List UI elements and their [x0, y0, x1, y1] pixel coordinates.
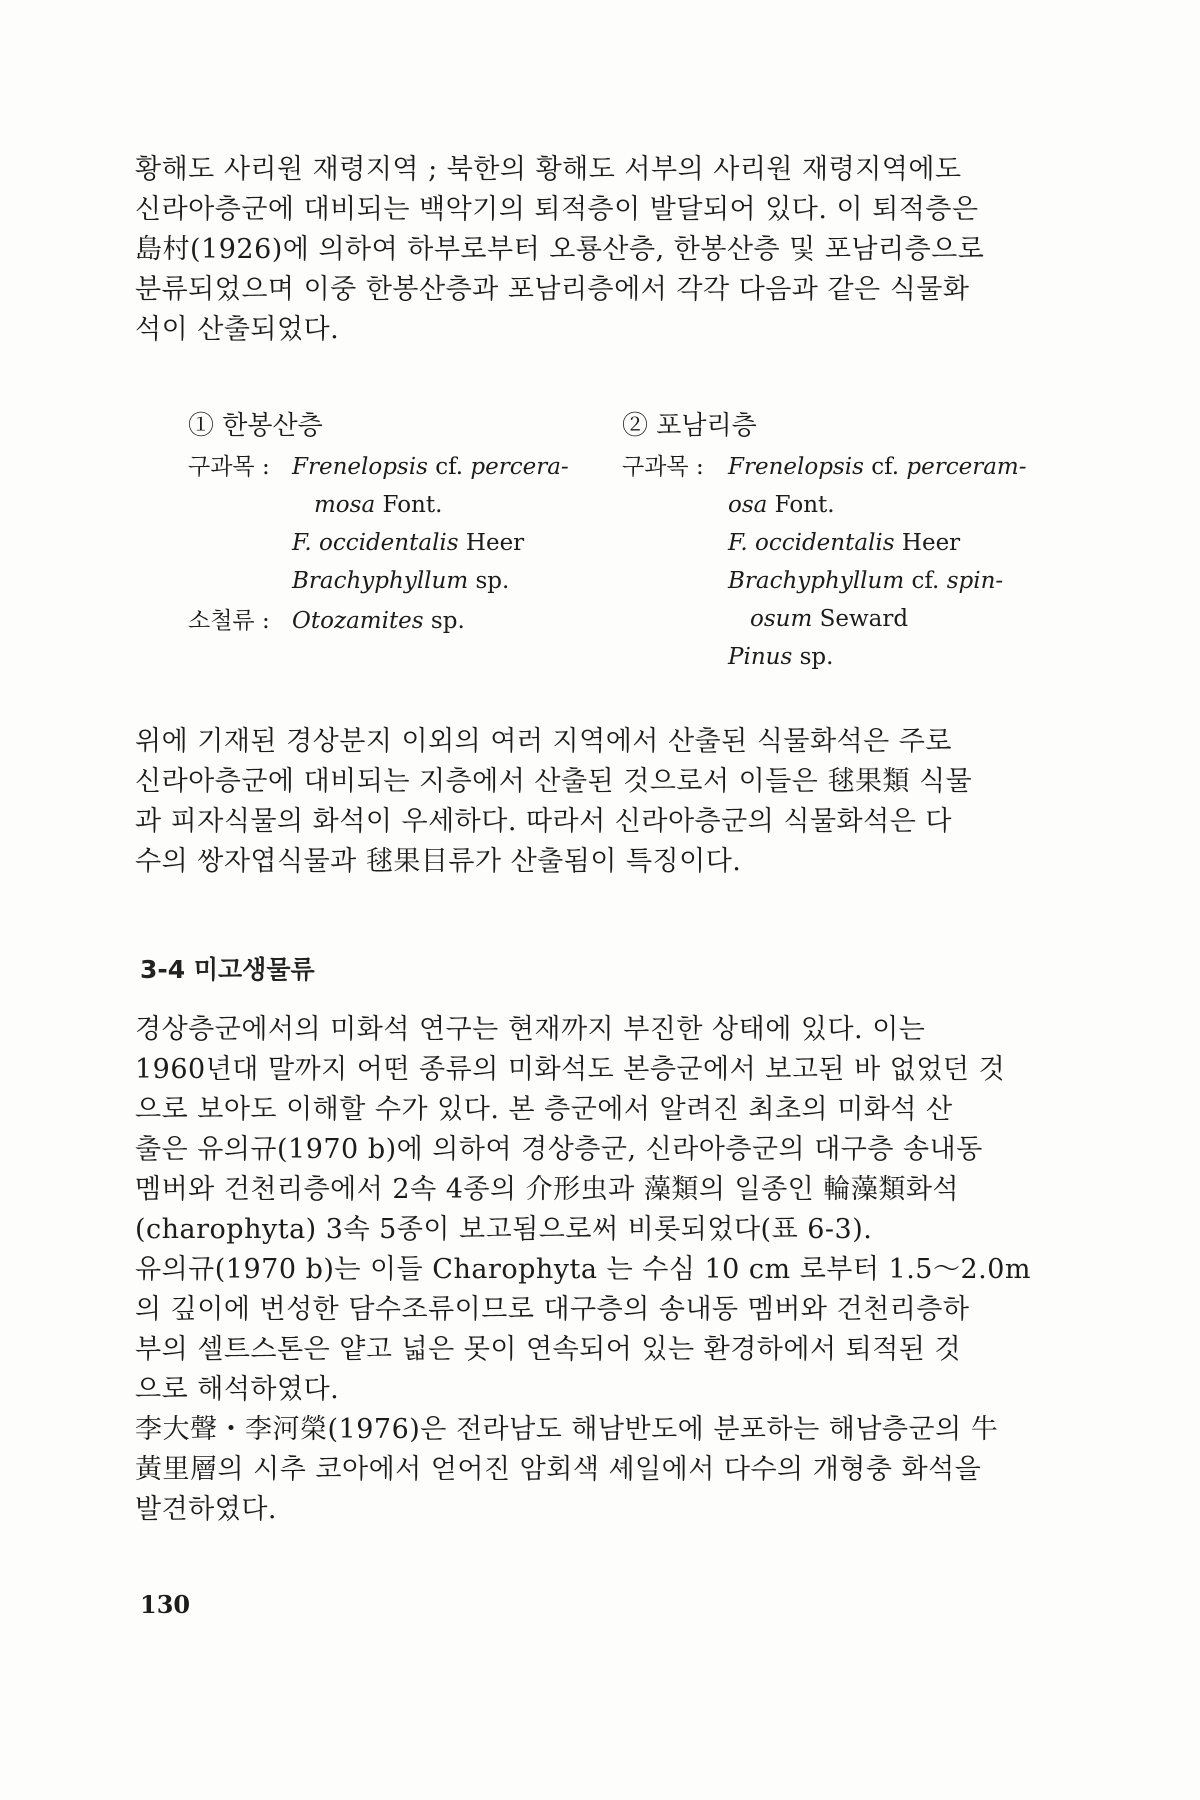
- list-label-conifer: 구과목 :: [622, 454, 704, 480]
- text-line: 수의 쌍자엽식물과 毬果目류가 산출됨이 특징이다.: [135, 846, 742, 877]
- species-line: mosa Font.: [314, 492, 443, 518]
- list-label-cycad: 소철류 :: [188, 608, 270, 634]
- text-line: 으로 보아도 이해할 수가 있다. 본 층군에서 알려진 최초의 미화석 산: [135, 1094, 953, 1125]
- species-line: F. occidentalis Heer: [728, 530, 961, 556]
- text-line: 경상층군에서의 미화석 연구는 현재까지 부진한 상태에 있다. 이는: [135, 1014, 926, 1045]
- text-line: 분류되었으며 이중 한봉산층과 포남리층에서 각각 다음과 같은 식물화: [135, 274, 970, 305]
- species-line: Frenelopsis cf. percera-: [292, 454, 569, 480]
- species-line: osa Font.: [728, 492, 835, 518]
- species-line: Brachyphyllum cf. spin-: [728, 568, 1004, 594]
- paragraph-other-regions: [135, 722, 1010, 882]
- species-line: Brachyphyllum sp.: [292, 568, 510, 594]
- text-line: 석이 산출되었다.: [135, 314, 340, 345]
- section-heading: 3-4 미고생물류: [140, 955, 315, 984]
- species-line: Otozamites sp.: [292, 608, 465, 634]
- text-line: 의 깊이에 번성한 담수조류이므로 대구층의 송내동 멤버와 건천리층하: [135, 1294, 970, 1325]
- species-line: Pinus sp.: [728, 644, 834, 670]
- paragraph-charophyta: [135, 1250, 1032, 1410]
- text-line: 멤버와 건천리층에서 2속 4종의 介形虫과 藻類의 일종인 輪藻類화석: [135, 1174, 959, 1205]
- text-line: 위에 기재된 경상분지 이외의 여러 지역에서 산출된 식물화석은 주로: [135, 726, 952, 757]
- text-line: 과 피자식물의 화석이 우세하다. 따라서 신라아층군의 식물화석은 다: [135, 806, 952, 837]
- text-line: 島村(1926)에 의하여 하부로부터 오룡산층, 한봉산층 및 포남리층으로: [135, 234, 985, 265]
- text-line: 신라아층군에 대비되는 백악기의 퇴적층이 발달되어 있다. 이 퇴적층은: [135, 194, 979, 225]
- text-line: 부의 셀트스톤은 얕고 넓은 못이 연속되어 있는 환경하에서 퇴적된 것: [135, 1334, 962, 1365]
- species-line: F. occidentalis Heer: [292, 530, 525, 556]
- paragraph-microfossils: [135, 1010, 1010, 1250]
- species-line: osum Seward: [750, 606, 909, 632]
- list-label-conifer: 구과목 :: [188, 454, 270, 480]
- list-title-hanbongsan: ① 한봉산층: [188, 411, 323, 441]
- text-line: 유의규(1970 b)는 이들 Charophyta 는 수심 10 cm 로부터 1.5～2.0m: [135, 1254, 1032, 1285]
- fossil-list-left-cycad: [292, 602, 465, 640]
- text-line: 황해도 사리원 재령지역 ; 북한의 황해도 서부의 사리원 재령지역에도: [135, 154, 962, 185]
- text-line: 으로 해석하였다.: [135, 1374, 340, 1405]
- fossil-list-left-conifer: [292, 448, 569, 600]
- text-line: 출은 유의규(1970 b)에 의하여 경상층군, 신라아층군의 대구층 송내동: [135, 1134, 983, 1165]
- text-line: 1960년대 말까지 어떤 종류의 미화석도 본층군에서 보고된 바 없었던 것: [135, 1054, 1006, 1085]
- species-line: Frenelopsis cf. perceram-: [728, 454, 1027, 480]
- text-line: 발견하였다.: [135, 1494, 277, 1525]
- page-number: 130: [140, 1590, 191, 1619]
- fossil-list-right-conifer: [728, 448, 1027, 676]
- paragraph-haenam: [135, 1410, 1010, 1530]
- paragraph-hwanghae: [135, 150, 1010, 350]
- text-line: (charophyta) 3속 5종이 보고됨으로써 비롯되었다(표 6-3).: [135, 1214, 873, 1245]
- text-line: 黃里層의 시추 코아에서 얻어진 암회색 셰일에서 다수의 개형충 화석을: [135, 1454, 982, 1485]
- list-title-ponamni: ② 포남리층: [622, 411, 757, 441]
- text-line: 李大聲・李河榮(1976)은 전라남도 해남반도에 분포하는 해남층군의 牛: [135, 1414, 999, 1445]
- text-line: 신라아층군에 대비되는 지층에서 산출된 것으로서 이들은 毬果類 식물: [135, 766, 973, 797]
